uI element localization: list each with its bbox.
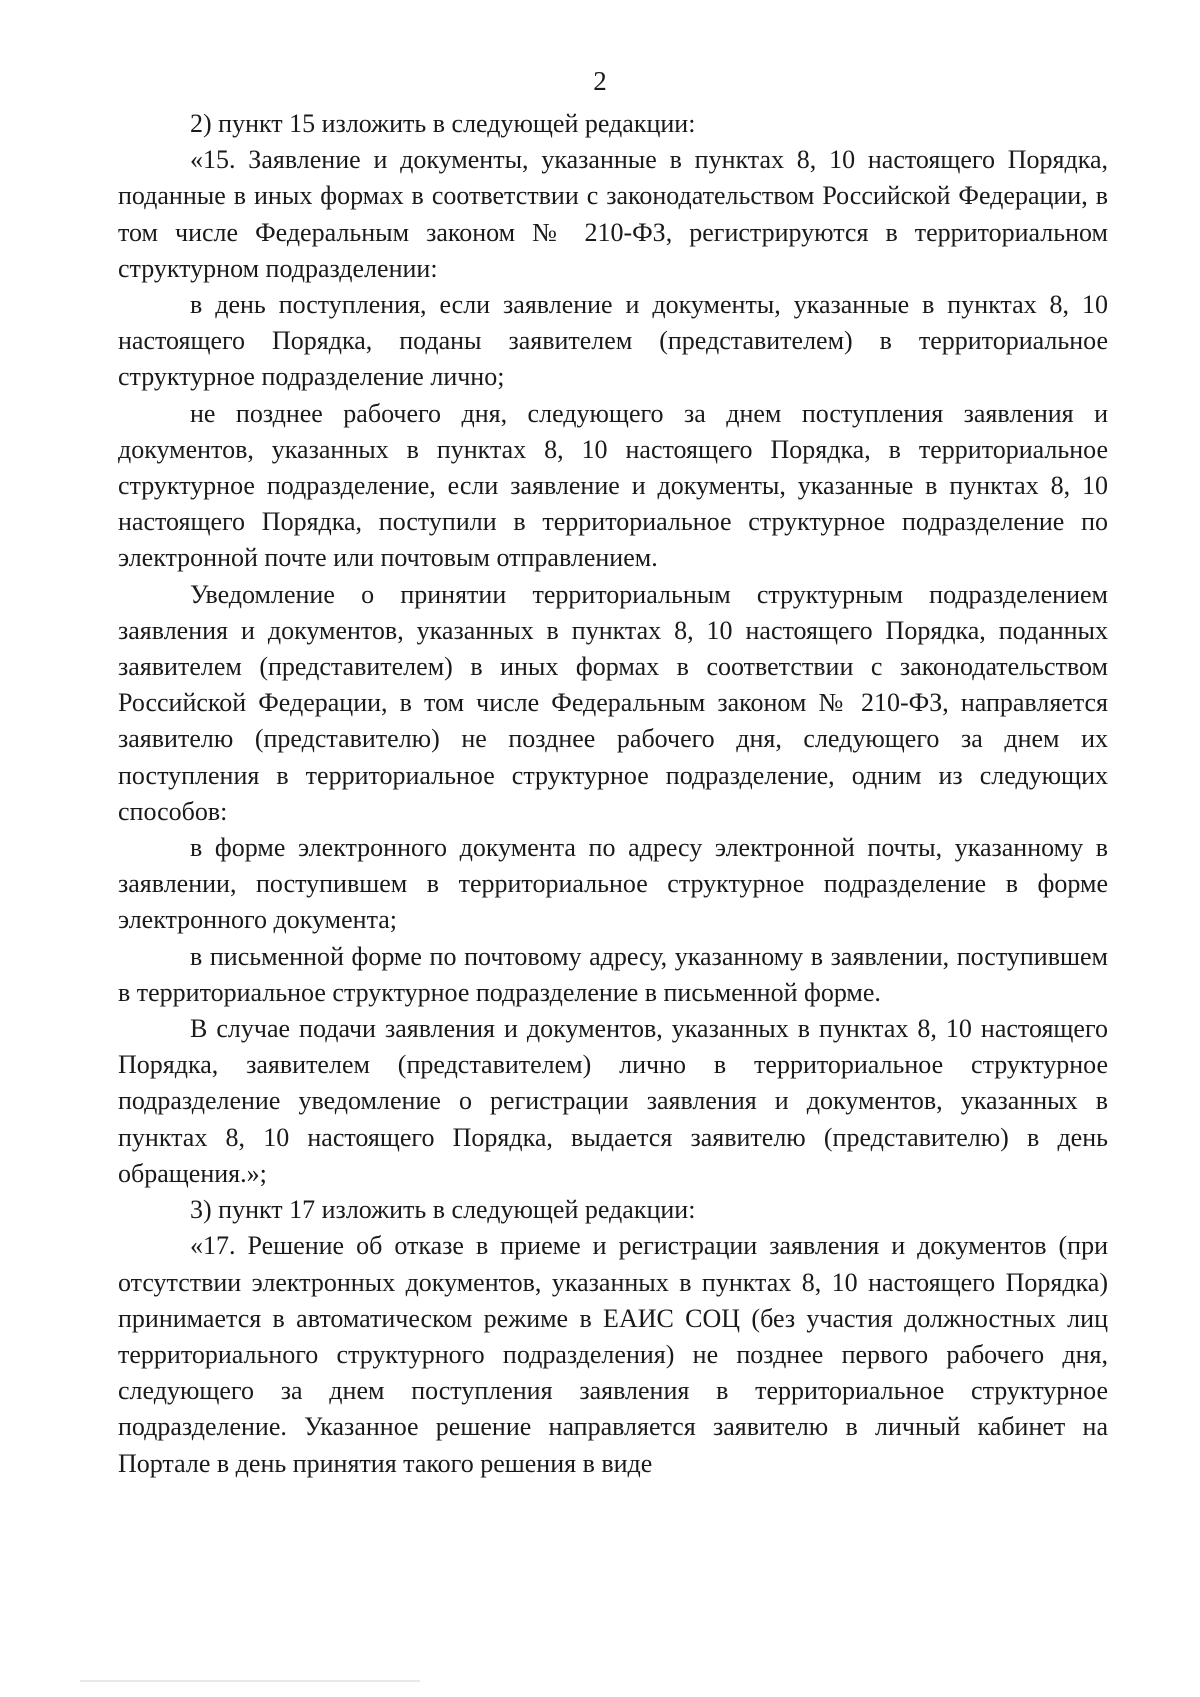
paragraph-item-2-intro: 2) пункт 15 изложить в следующей редакции:	[190, 109, 696, 138]
document-body	[118, 106, 1108, 1482]
paragraph-item-3-intro: 3) пункт 17 изложить в следующей редакции:	[190, 1195, 696, 1225]
paragraph-personal-submission: В случае подачи заявления и документов, указанных в пунктах 8, 10 настоящего Порядка, заявителем (представителем) лично в территориальное структурное подразделение уведомление о регистрации заявления и документов, указанных в пунктах 8, 10 настоящего Порядка, выдается заявителю (представителю) в день обращения.»;	[118, 1014, 1108, 1188]
paragraph-registration-mail: не позднее рабочего дня, следующего за днем поступления заявления и документов, указанных в пунктах 8, 10 настоящего Порядка, в территориальное структурное подразделение, если заявление и документы, указанные в пунктах 8, 10 настоящего Порядка, поступили в территориальное структурное подразделение по электронной почте или почтовым отправлением.	[118, 398, 1108, 573]
paragraph-notification: Уведомление о принятии территориальным структурным подразделением заявления и документов, указанных в пунктах 8, 10 настоящего Порядка, поданных заявителем (представителем) в иных формах в соответствии с законодательством Российской Федерации, в том числе Федеральным законом № 210-ФЗ, направляется заявителю (представителю) не позднее рабочего дня, следующего за днем их поступления в территориальное структурное подразделение, одним из следующих способов:	[118, 579, 1108, 826]
paragraph-clause-17: «17. Решение об отказе в приеме и регистрации заявления и документов (при отсутствии электронных документов, указанных в пунктах 8, 10 настоящего Порядка) принимается в автоматическом режиме в ЕАИС СОЦ (без участия должностных лиц территориального структурного подразделения) не позднее первого рабочего дня, следующего за днем поступления заявления в территориальное структурное подразделение. Указанное решение направляется заявителю в личный кабинет на Портале в день принятия такого решения в виде	[118, 1231, 1108, 1478]
paragraph-written-form: в письменной форме по почтовому адресу, указанному в заявлении, поступившем в территориальное структурное подразделение в письменной форме.	[118, 941, 1108, 1007]
paragraph-registration-in-person: в день поступления, если заявление и документы, указанные в пунктах 8, 10 настоящего Порядка, поданы заявителем (представителем) в территориальное структурное подразделение лично;	[118, 290, 1108, 392]
footer-scan-artifact	[80, 1680, 420, 1682]
paragraph-clause-15: «15. Заявление и документы, указанные в пунктах 8, 10 настоящего Порядка, поданные в иных формах в соответствии с законодательством Российской Федерации, в том числе Федеральным законом № 210-ФЗ, регистрируются в территориальном структурном подразделении:	[118, 145, 1108, 283]
page-number: 2	[593, 66, 607, 96]
paragraph-electronic-form: в форме электронного документа по адресу электронной почты, указанному в заявлении, поступившем в территориальное структурное подразделение в форме электронного документа;	[118, 833, 1108, 935]
